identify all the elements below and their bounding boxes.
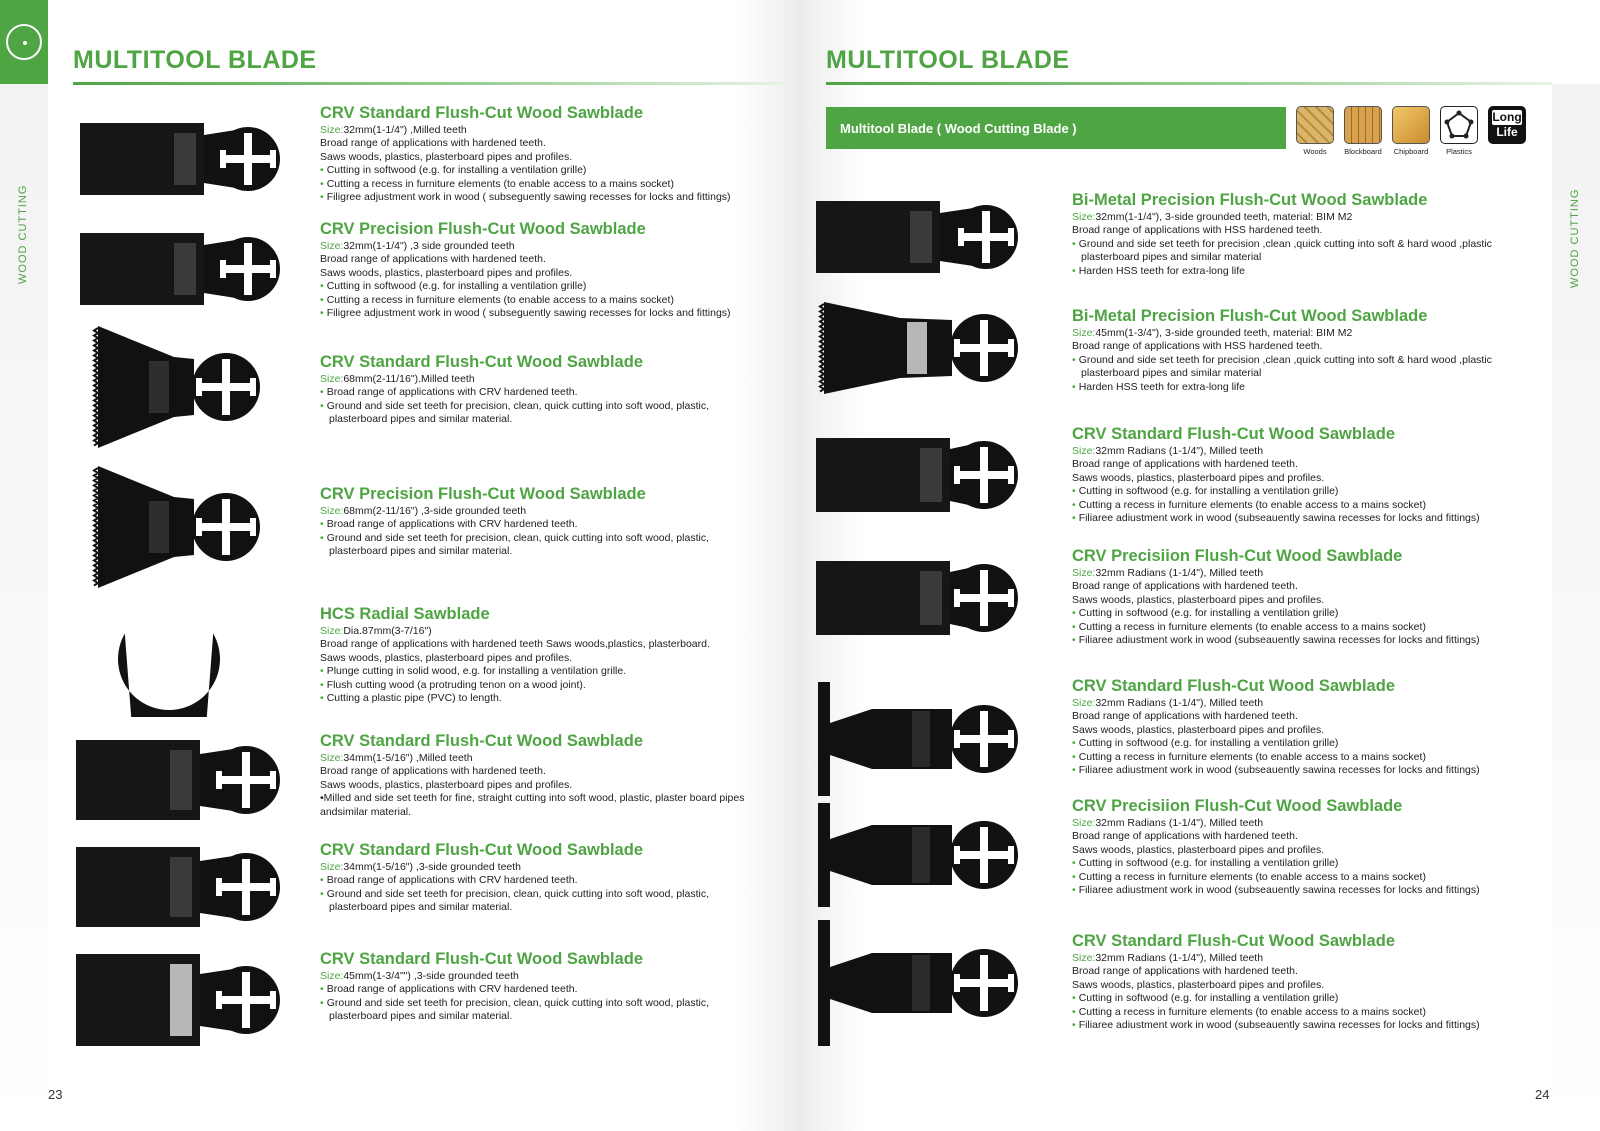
- blade-image: [812, 918, 1022, 1048]
- product-bullet: • Ground and side set teeth for precision, clean, quick cutting into soft wood, plastic, plasterboard pipes and similar material.: [320, 997, 770, 1024]
- product-bullet: • Cutting a recess in furniture elements (to enable access to a mains socket): [1072, 499, 1542, 513]
- size-value: 32mm Radians (1-1/4"), Milled teeth: [1095, 697, 1264, 709]
- woods-icon: [1296, 106, 1334, 144]
- size-value: 32mm Radians (1-1/4"), Milled teeth: [1095, 445, 1264, 457]
- category-banner: Multitool Blade ( Wood Cutting Blade ): [826, 107, 1286, 149]
- product-description: Broad range of applications with hardened teeth.: [320, 765, 546, 777]
- side-tab: [0, 84, 48, 1131]
- product-description: Saws woods, plastics, plasterboard pipes and profiles.: [320, 651, 573, 664]
- plastics-icon: [1440, 106, 1478, 144]
- size-label: Size:: [1072, 697, 1096, 709]
- title-rule: [73, 82, 793, 85]
- product-description: Saws woods, plastics, plasterboard pipes and profiles.: [1072, 593, 1325, 606]
- product-bullet: • Ground and side set teeth for precision, clean, quick cutting into soft wood, plastic, plasterboard pipes and similar material.: [320, 532, 770, 559]
- product-size: [320, 504, 770, 518]
- product-bullet: • Cutting a plastic pipe (PVC) to length.: [320, 692, 770, 706]
- product-entry: [320, 605, 770, 706]
- size-label: Size:: [1072, 327, 1096, 339]
- product-size: [1072, 816, 1542, 830]
- size-value: 45mm(1-3/4"), 3-side grounded teeth, material: BIM M2: [1095, 327, 1353, 339]
- product-entry: [320, 841, 770, 915]
- product-size: [320, 751, 770, 765]
- product-description: Broad range of applications with hardened teeth.: [1072, 458, 1298, 470]
- size-value: 32mm(1-1/4"), 3-side grounded teeth, material: BIM M2: [1095, 211, 1353, 223]
- blade-image: [810, 298, 1022, 398]
- blade-image: [70, 735, 284, 825]
- size-value: 32mm Radians (1-1/4"), Milled teeth: [1095, 817, 1264, 829]
- product-description: Saws woods, plastics, plasterboard pipes and profiles.: [1072, 471, 1325, 484]
- product-description: Saws woods, plastics, plasterboard pipes and profiles.: [320, 778, 573, 791]
- product-name: Bi-Metal Precision Flush-Cut Wood Sawblade: [1072, 307, 1428, 325]
- size-label: Size:: [1072, 567, 1096, 579]
- material-woods: Woods: [1294, 106, 1336, 156]
- product-name: CRV Standard Flush-Cut Wood Sawblade: [320, 732, 643, 750]
- product-size: [320, 969, 770, 983]
- title-rule: [826, 82, 1552, 85]
- side-label: WOOD CUTTING: [17, 184, 29, 284]
- size-value: 68mm(2-11/16").Milled teeth: [343, 373, 475, 385]
- product-description: Saws woods, plastics, plasterboard pipes and profiles.: [1072, 978, 1325, 991]
- product-name: CRV Standard Flush-Cut Wood Sawblade: [1072, 932, 1395, 950]
- product-name: CRV Standard Flush-Cut Wood Sawblade: [1072, 677, 1395, 695]
- product-entry: [1072, 191, 1542, 278]
- size-value: 32mm Radians (1-1/4"), Milled teeth: [1095, 952, 1264, 964]
- product-size: [1072, 951, 1542, 965]
- product-size: [320, 239, 770, 253]
- page-title: MULTITOOL BLADE: [73, 46, 317, 74]
- product-bullet: • Harden HSS teeth for extra-long life: [1072, 265, 1542, 279]
- material-chipboard: Chipboard: [1390, 106, 1432, 156]
- material-long-life: [1486, 106, 1528, 144]
- size-label: Size:: [1072, 952, 1096, 964]
- product-bullet: • Filiaree adiustment work in wood (subseauently sawina recesses for locks and fittings): [1072, 764, 1542, 778]
- product-bullet: • Broad range of applications with CRV hardened teeth.: [320, 874, 770, 888]
- product-name: Bi-Metal Precision Flush-Cut Wood Sawblade: [1072, 191, 1428, 209]
- product-bullet: • Broad range of applications with CRV hardened teeth.: [320, 386, 770, 400]
- product-bullet: • Filigree adjustment work in wood ( subseguently sawing recesses for locks and fittings): [320, 307, 770, 321]
- product-bullet: • Cutting in softwood (e.g. for installing a ventilation grille): [1072, 485, 1542, 499]
- size-label: Size:: [320, 240, 344, 252]
- size-value: 45mm(1-3/4"") ,3-side grounded teeth: [343, 970, 519, 982]
- product-size: [1072, 566, 1542, 580]
- product-bullet: • Filiaree adiustment work in wood (subseauently sawina recesses for locks and fittings): [1072, 1019, 1542, 1033]
- product-size: [1072, 696, 1542, 710]
- product-bullet: • Cutting in softwood (e.g. for installing a ventilation grille): [1072, 737, 1542, 751]
- size-value: 34mm(1-5/16") ,Milled teeth: [343, 752, 473, 764]
- product-bullet: • Filiaree adiustment work in wood (subseauently sawina recesses for locks and fittings): [1072, 884, 1542, 898]
- size-label: Size:: [320, 970, 344, 982]
- product-entry: [320, 104, 770, 205]
- product-description: Broad range of applications with hardened teeth.: [1072, 710, 1298, 722]
- blade-image: [810, 553, 1022, 643]
- blade-image: [810, 196, 1022, 278]
- product-bullet: • Broad range of applications with CRV hardened teeth.: [320, 518, 770, 532]
- product-name: CRV Standard Flush-Cut Wood Sawblade: [320, 841, 643, 859]
- product-bullet: • Filigree adjustment work in wood ( subseguently sawing recesses for locks and fittings): [320, 191, 770, 205]
- product-name: CRV Precisiion Flush-Cut Wood Sawblade: [1072, 797, 1403, 815]
- product-bullet: • Flush cutting wood (a protruding tenon on a wood joint).: [320, 679, 770, 693]
- blade-image: [812, 801, 1022, 909]
- product-name: CRV Precision Flush-Cut Wood Sawblade: [320, 220, 646, 238]
- size-value: 32mm(1-1/4") ,3 side grounded teeth: [343, 240, 515, 252]
- product-entry: [320, 485, 770, 559]
- size-value: Dia.87mm(3-7/16"): [343, 625, 432, 637]
- size-label: Size:: [320, 373, 344, 385]
- product-entry: [320, 353, 770, 427]
- chipboard-icon: [1392, 106, 1430, 144]
- product-bullet: • Ground and side set teeth for precision ,clean ,quick cutting into soft & hard wood ,plastic plasterboard pipes and similar material: [1072, 238, 1542, 265]
- product-description: Broad range of applications with hardened teeth.: [1072, 830, 1298, 842]
- product-entry: [1072, 307, 1542, 394]
- blade-image: [812, 680, 1022, 798]
- size-label: Size:: [320, 124, 344, 136]
- product-bullet: • Ground and side set teeth for precision, clean, quick cutting into soft wood, plastic, plasterboard pipes and similar material.: [320, 888, 770, 915]
- product-description: Saws woods, plastics, plasterboard pipes and profiles.: [320, 150, 573, 163]
- product-entry: [1072, 425, 1542, 526]
- product-bullet: • Plunge cutting in solid wood, e.g. for installing a ventilation grille.: [320, 665, 770, 679]
- size-value: 32mm Radians (1-1/4"), Milled teeth: [1095, 567, 1264, 579]
- size-label: Size:: [320, 861, 344, 873]
- product-bullet: • Ground and side set teeth for precision, clean, quick cutting into soft wood, plastic, plasterboard pipes and similar material.: [320, 400, 770, 427]
- product-bullet: • Cutting a recess in furniture elements (to enable access to a mains socket): [1072, 871, 1542, 885]
- product-name: CRV Precisiion Flush-Cut Wood Sawblade: [1072, 547, 1403, 565]
- product-description: Broad range of applications with hardened teeth.: [320, 253, 546, 265]
- blade-image: [74, 118, 284, 200]
- blade-image: [92, 601, 246, 721]
- right-page: [800, 0, 1600, 1131]
- product-bullet: • Cutting a recess in furniture elements (to enable access to a mains socket): [1072, 621, 1542, 635]
- product-description: Broad range of applications with hardened teeth Saws woods,plastics, plasterboard.: [320, 638, 710, 650]
- product-size: [1072, 444, 1542, 458]
- blade-image: [810, 430, 1022, 520]
- size-value: 34mm(1-5/16") ,3-side grounded teeth: [343, 861, 522, 873]
- size-label: Size:: [320, 625, 344, 637]
- product-bullet: • Filiaree adiustment work in wood (subseauently sawina recesses for locks and fittings): [1072, 512, 1542, 526]
- product-entry: [1072, 797, 1542, 898]
- blade-image: [70, 948, 284, 1052]
- product-size: [320, 624, 770, 638]
- product-bullet: • Harden HSS teeth for extra-long life: [1072, 381, 1542, 395]
- size-label: Size:: [1072, 817, 1096, 829]
- material-legend: [1294, 106, 1534, 158]
- product-bullet: • Cutting in softwood (e.g. for installing a ventilation grille): [1072, 607, 1542, 621]
- product-size: [320, 123, 770, 137]
- product-description: Broad range of applications with hardened teeth.: [1072, 965, 1298, 977]
- material-plastics: Plastics: [1438, 106, 1480, 156]
- product-entry: [320, 220, 770, 321]
- product-entry: [1072, 932, 1542, 1033]
- product-size: [320, 860, 770, 874]
- product-name: CRV Standard Flush-Cut Wood Sawblade: [320, 950, 643, 968]
- product-description: Saws woods, plastics, plasterboard pipes and profiles.: [320, 266, 573, 279]
- blade-image: [84, 322, 264, 452]
- product-bullet: • Cutting a recess in furniture elements (to enable access to a mains socket): [320, 178, 770, 192]
- product-size: [1072, 210, 1542, 224]
- product-name: HCS Radial Sawblade: [320, 605, 490, 623]
- page-number: 24: [1535, 1087, 1550, 1102]
- product-description: •Milled and side set teeth for fine, straight cutting into soft wood, plastic, plaster board pipes andsimilar material.: [320, 792, 745, 818]
- product-entry: [320, 732, 770, 819]
- size-value: 32mm(1-1/4") ,Milled teeth: [343, 124, 467, 136]
- product-size: [320, 372, 770, 386]
- page-title: MULTITOOL BLADE: [826, 46, 1070, 74]
- product-entry: [1072, 547, 1542, 648]
- product-bullet: • Cutting in softwood (e.g. for installing a ventilation grille): [1072, 992, 1542, 1006]
- product-bullet: • Filiaree adiustment work in wood (subseauently sawina recesses for locks and fittings): [1072, 634, 1542, 648]
- product-entry: [320, 950, 770, 1024]
- product-entry: [1072, 677, 1542, 778]
- blade-image: [84, 462, 264, 592]
- blade-image: [70, 842, 284, 932]
- product-description: Broad range of applications with hardened teeth.: [320, 137, 546, 149]
- page-number: 23: [48, 1087, 63, 1102]
- size-value: 68mm(2-11/16") ,3-side grounded teeth: [343, 505, 527, 517]
- blockboard-icon: [1344, 106, 1382, 144]
- size-label: Size:: [320, 505, 344, 517]
- size-label: Size:: [320, 752, 344, 764]
- product-description: Broad range of applications with hardened teeth.: [1072, 580, 1298, 592]
- product-bullet: • Cutting a recess in furniture elements (to enable access to a mains socket): [1072, 1006, 1542, 1020]
- size-label: Size:: [1072, 211, 1096, 223]
- side-label: WOOD CUTTING: [1569, 188, 1581, 288]
- product-size: [1072, 326, 1542, 340]
- product-bullet: • Cutting in softwood (e.g. for installing a ventilation grille): [320, 164, 770, 178]
- saw-disc-icon: [6, 24, 42, 60]
- long-life-icon: Long Life: [1488, 106, 1526, 144]
- product-name: CRV Standard Flush-Cut Wood Sawblade: [1072, 425, 1395, 443]
- product-description: Saws woods, plastics, plasterboard pipes and profiles.: [1072, 843, 1325, 856]
- product-bullet: • Cutting a recess in furniture elements (to enable access to a mains socket): [1072, 751, 1542, 765]
- material-blockboard: Blockboard: [1342, 106, 1384, 156]
- product-description: Saws woods, plastics, plasterboard pipes and profiles.: [1072, 723, 1325, 736]
- product-name: CRV Standard Flush-Cut Wood Sawblade: [320, 353, 643, 371]
- side-tab: [1552, 84, 1600, 1131]
- product-name: CRV Precision Flush-Cut Wood Sawblade: [320, 485, 646, 503]
- product-description: Broad range of applications with HSS hardened teeth.: [1072, 224, 1323, 236]
- size-label: Size:: [1072, 445, 1096, 457]
- product-bullet: • Cutting a recess in furniture elements (to enable access to a mains socket): [320, 294, 770, 308]
- product-bullet: • Cutting in softwood (e.g. for installing a ventilation grille): [1072, 857, 1542, 871]
- product-name: CRV Standard Flush-Cut Wood Sawblade: [320, 104, 643, 122]
- brand-badge: [0, 0, 48, 84]
- product-bullet: • Cutting in softwood (e.g. for installing a ventilation grille): [320, 280, 770, 294]
- product-bullet: • Ground and side set teeth for precision ,clean ,quick cutting into soft & hard wood ,plastic plasterboard pipes and similar material: [1072, 354, 1542, 381]
- product-bullet: • Broad range of applications with CRV hardened teeth.: [320, 983, 770, 997]
- product-description: Broad range of applications with HSS hardened teeth.: [1072, 340, 1323, 352]
- blade-image: [74, 228, 284, 310]
